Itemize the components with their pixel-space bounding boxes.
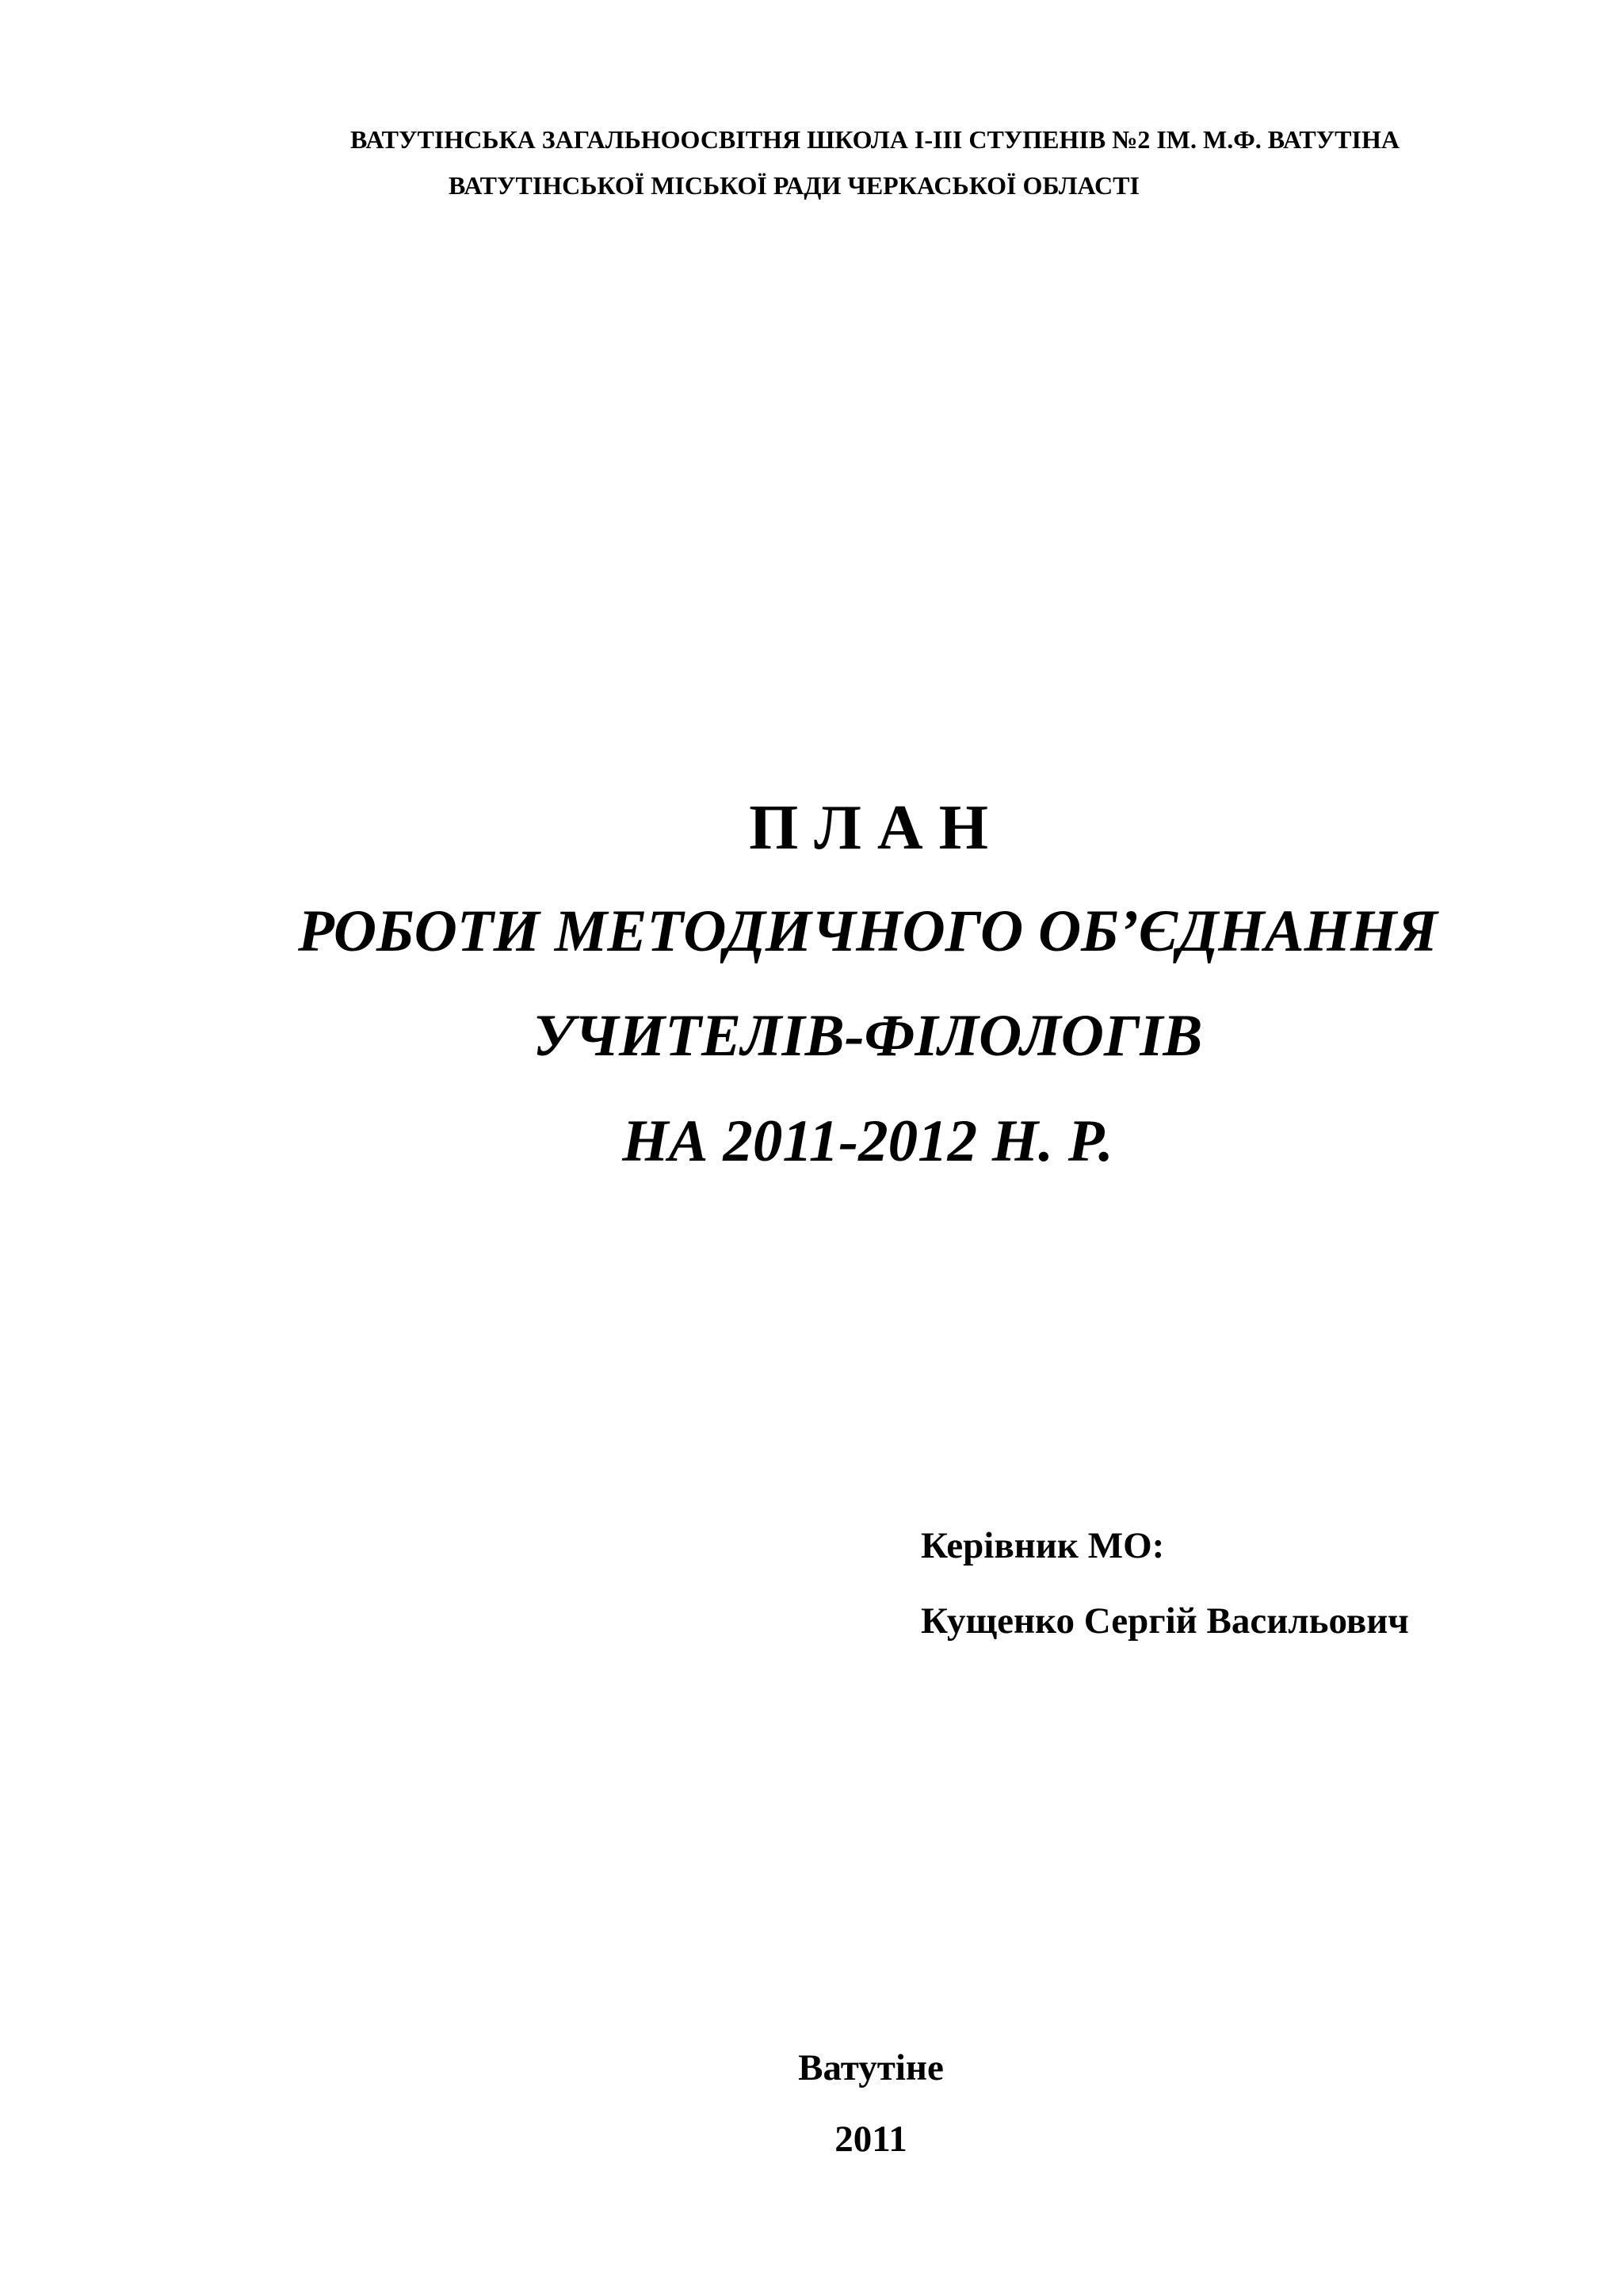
plan-subtitle-line-2: УЧИТЕЛІВ-ФІЛОЛОГІВ bbox=[533, 1003, 1203, 1069]
supervisor-role: Керівник МО: bbox=[921, 1525, 1165, 1566]
city-name: Ватутіне bbox=[798, 2047, 944, 2088]
document-year: 2011 bbox=[834, 2119, 907, 2160]
supervisor-name: Кущенко Сергій Васильович bbox=[921, 1600, 1409, 1642]
plan-subtitle-line-1: РОБОТИ МЕТОДИЧНОГО ОБ’ЄДНАННЯ bbox=[298, 898, 1438, 964]
school-council-line: ВАТУТІНСЬКОЇ МІСЬКОЇ РАДИ ЧЕРКАСЬКОЇ ОБЛАСТІ bbox=[449, 171, 1140, 200]
school-name-line: ВАТУТІНСЬКА ЗАГАЛЬНООСВІТНЯ ШКОЛА І-ІІІ СТУПЕНІВ №2 ІМ. М.Ф. ВАТУТІНА bbox=[350, 125, 1400, 154]
plan-title: П Л А Н bbox=[749, 793, 988, 863]
plan-subtitle-line-3: НА 2011-2012 Н. Р. bbox=[622, 1108, 1113, 1174]
